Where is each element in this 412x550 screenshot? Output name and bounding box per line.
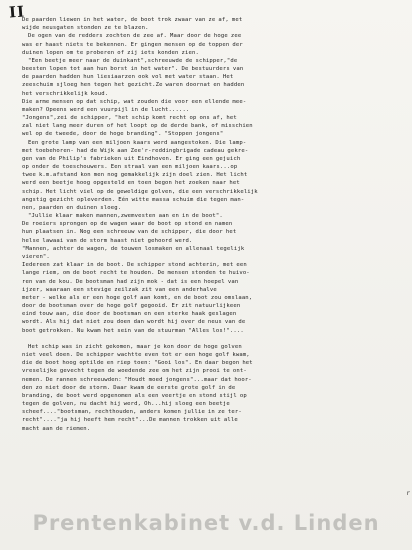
text-line: vreselijke gevecht tegen de woedende zee om het zijn prooi te ont- xyxy=(22,368,247,375)
text-line: angstig gezicht opleverden. Eén witte massa schuim die tegen man- xyxy=(22,196,245,203)
text-line: wijde neusgaten stonden ze te blazen. xyxy=(22,25,149,32)
text-line: met toebehoren- had de Wijk aan Zee'r-reddingbrigade cadeau gekre- xyxy=(22,147,249,154)
section-marker: II xyxy=(8,2,26,22)
text-line: De ogen van de redders zochten de zee af. Maar door de hoge zee xyxy=(22,33,242,40)
edge-mark: r xyxy=(406,490,410,497)
text-line: werd een beetje hoog opgesteld en toen begon het zoeken naar het xyxy=(22,180,240,187)
text-line: was er haast niets te bekennen. Er gingen mensen op de toppen der xyxy=(22,41,243,48)
text-line: Iedereen zat klaar in de boot. De schipper stond achterin, met een xyxy=(22,262,247,269)
text-line: ren van de kou. De bootsman had zijn mok - dat is een hoepel van xyxy=(22,278,239,285)
text-line: die de boot hoog optilde en riep toen: "Gooi los". En daar begon het xyxy=(22,360,253,367)
text-line: op onder de toeschouwers. Een straal van een miljoen kaars...op xyxy=(22,164,238,171)
text-line: eind touw aan, die door de bootsman en een sterke haak geslagen xyxy=(22,311,237,318)
text-line: de paarden hadden hun liesiaarzen ook vol met water staan. Het xyxy=(22,74,234,81)
text-line: schip. Het licht viel op de geweldige golven, die een verschrikkelijk xyxy=(22,188,258,195)
text-line: wordt. Als hij dat niet zou doen dan wordt hij over de neus van de xyxy=(22,319,246,326)
typed-body-text xyxy=(22,16,406,433)
text-line: De paarden liewen in het water, de boot trok zwaar van ze af, met xyxy=(22,17,243,23)
text-line: hun plaatsen in. Nog een schreeuw van de schipper, die door het xyxy=(22,229,237,236)
text-line: maken? Opeens werd een vuurpijl in de lucht...... xyxy=(22,106,190,113)
text-line xyxy=(22,335,406,343)
text-line: vieren". xyxy=(22,253,50,260)
text-line: scheef...."bootsman, rechthouden, anders komen jullie in ze ter- xyxy=(22,409,242,416)
text-line: branding, de boot werd opgenomen als een veertje en stond stijl op xyxy=(22,392,247,399)
text-line: helse lawaai van de storm haast niet gehoord werd. xyxy=(22,237,193,244)
text-line: zal niet lang meer duren of het loopt op de derde bank, of misschien xyxy=(22,123,253,130)
text-line: De roeiers sprongen op de wagen waar de boot op stond en namen xyxy=(22,221,233,228)
text-line: Die arme mensen op dat schip, wat zouden die voor een ellende mee- xyxy=(22,98,247,105)
text-line: gen van de Philip's fabrieken uit Eindhoven. Er ging een gejuich xyxy=(22,155,241,162)
text-line: den zo niet door de storm. Daar kwam de eerste grote golf in de xyxy=(22,384,236,391)
text-line: "Jullie klaar maken mannen,zwemvesten aan en in de boot". xyxy=(22,213,223,220)
text-line: niet veel doen. De schipper wachtte even tot er een hoge golf kwam, xyxy=(22,352,250,359)
text-line: macht aan de riemen. xyxy=(22,425,91,432)
text-line: meter - welke als er een hoge golf aan komt, en de boot zou omslaan, xyxy=(22,294,253,301)
text-line: lange riem, om de boot recht te houden. De mensen stonden te huivo- xyxy=(22,270,250,277)
text-line: Het schip was in zicht gekomen, maar je kon door de hoge golven xyxy=(22,343,242,350)
text-line: tegen de golven, nu dacht hij werd, Oh...hij sloeg een beetje xyxy=(22,401,230,408)
text-line: Een grote lamp van een miljoen kaars werd aangestoken. Die lamp- xyxy=(22,139,247,146)
text-line: recht"...."ja hij heeft hem recht"...De mannen trokken uit alle xyxy=(22,417,238,424)
text-line: "Jongens",zei de schipper, "het schip komt recht op ons af, het xyxy=(22,115,237,122)
text-line: door de bootsman over de hoge golf gegooid. Er zit natuurlijkeen xyxy=(22,303,241,310)
text-line: duinen lopen om te proberen of zij iets konden zien. xyxy=(22,49,199,56)
text-line: nemen. De rannen schreeuwden: "Houdt moed jongens"...maar dat hoor- xyxy=(22,376,252,383)
text-line: "Een beetje meer naar de duinkant",schreeuwde de schipper,"de xyxy=(22,57,238,64)
text-line: ijzer, waaraan een stevige zeilzak zit van een anderhalve xyxy=(22,286,217,293)
text-line: beesten lopen tot aan hun borst in het water". De bestuurders van xyxy=(22,66,244,73)
text-line: wel op de tweede, door de hoge branding". "Stoppen jongens" xyxy=(22,131,224,138)
text-line: twee k.m.afstand kon men nog gemakkelijk zijn doel zien. Het licht xyxy=(22,172,248,179)
text-line: zeeschuim sjloeg hen tegen het gezicht.Ze waren doornat en hadden xyxy=(22,82,245,89)
text-line: boot getrokken. Nu kwam het sein van de stuurman "Alles los!".... xyxy=(22,327,244,334)
text-line: het verschrikkelijk koud. xyxy=(22,90,109,97)
text-line: "Mannen, achter de wagen, de touwen losmaken en allenaal tegelijk xyxy=(22,245,245,252)
watermark: Prentenkabinet v.d. Linden xyxy=(32,511,380,535)
text-line: nen, paarden en duinen sloeg. xyxy=(22,204,122,211)
